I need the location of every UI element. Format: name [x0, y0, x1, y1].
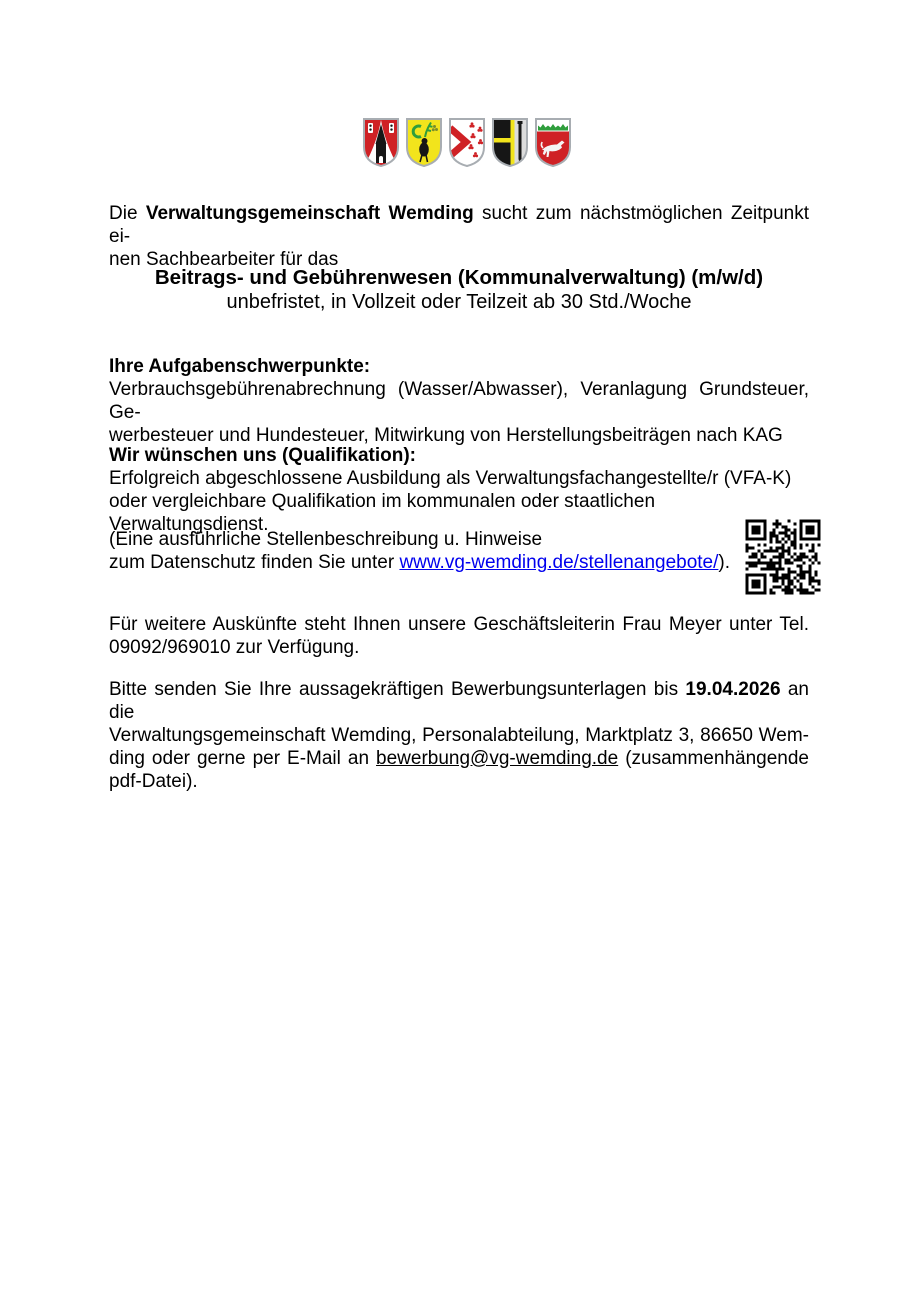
qualification-paragraph	[109, 467, 809, 536]
text-line	[109, 551, 809, 574]
text-segment: Verbrauchsgebührenabrechnung (Wasser/Abwasser), Veranlagung Grundsteuer, Ge-	[109, 379, 809, 423]
text-line	[109, 770, 809, 793]
text-segment: nen Sachbearbeiter für das	[109, 249, 339, 270]
text-line	[109, 378, 809, 424]
tasks-section	[109, 355, 809, 447]
text-segment: 09092/969010 zur Verfügung.	[109, 637, 360, 658]
text-segment: Verwaltungsgemeinschaft Wemding	[145, 203, 474, 224]
job-subtitle: unbefristet, in Vollzeit oder Teilzeit ab 30 Std./Woche	[226, 291, 692, 313]
text-line	[109, 636, 809, 659]
stellenangebote-link[interactable]: www.vg-wemding.de/stellenangebote/	[399, 552, 719, 573]
text-line	[109, 528, 809, 551]
coat-of-arms-row	[361, 117, 573, 168]
text-segment: ding oder gerne per E-Mail an	[109, 748, 377, 769]
text-segment: (Eine ausführliche Stellenbeschreibung u. Hinweise	[109, 529, 543, 550]
text-segment: oder vergleichbare Qualifikation im kommunalen oder staatlichen Verwaltungsdienst.	[109, 491, 656, 535]
text-segment: (zusammenhängende	[618, 748, 809, 769]
text-segment: ).	[718, 552, 731, 573]
text-segment: zum Datenschutz finden Sie unter	[109, 552, 400, 573]
text-segment: 19.04.2026	[685, 679, 781, 700]
text-segment: Erfolgreich abgeschlossene Ausbildung als Verwaltungsfachangestellte/r (VFA-K)	[109, 468, 792, 489]
text-line	[109, 613, 809, 636]
contact-paragraph	[109, 613, 809, 659]
text-line	[109, 724, 809, 747]
text-segment: Für weitere Auskünfte steht Ihnen unsere Geschäftsleiterin Frau Meyer unter Tel.	[109, 614, 809, 635]
text-segment: Bitte senden Sie Ihre aussagekräftigen Bewerbungsunterlagen bis	[109, 679, 686, 700]
text-segment: sucht zum nächstmöglichen Zeitpunkt ei-	[109, 203, 809, 247]
qualification-section	[109, 444, 809, 536]
text-segment: an die	[109, 679, 809, 723]
qr-code-image	[744, 518, 822, 596]
intro-paragraph	[109, 202, 809, 271]
application-paragraph	[109, 678, 809, 793]
coat-of-arms-wemding-icon	[361, 117, 401, 168]
tasks-heading: Ihre Aufgabenschwerpunkte:	[109, 356, 371, 377]
tasks-paragraph	[109, 378, 809, 447]
text-segment: Verwaltungsgemeinschaft Wemding, Personalabteilung, Marktplatz 3, 86650 Wem-	[109, 725, 809, 746]
coat-of-arms-4-icon	[490, 117, 530, 168]
text-segment: pdf-Datei).	[109, 771, 198, 792]
qr-code	[744, 518, 822, 596]
text-line	[109, 467, 809, 490]
job-title-block	[109, 266, 809, 314]
coat-of-arms-3-icon	[447, 117, 487, 168]
coat-of-arms-5-icon	[533, 117, 573, 168]
text-line	[109, 678, 809, 724]
email-link[interactable]: bewerbung@vg-wemding.de	[376, 748, 619, 769]
text-segment: werbesteuer und Hundesteuer, Mitwirkung von Herstellungsbeiträgen nach KAG	[109, 425, 783, 446]
text-line	[109, 202, 809, 248]
text-line	[109, 747, 809, 770]
job-title: Beitrags- und Gebührenwesen (Kommunalverwaltung) (m/w/d)	[154, 266, 764, 289]
coat-of-arms-2-icon	[404, 117, 444, 168]
text-segment: Die	[109, 203, 146, 224]
qualification-heading: Wir wünschen uns (Qualifikation):	[109, 445, 417, 466]
details-note-paragraph	[109, 528, 809, 574]
